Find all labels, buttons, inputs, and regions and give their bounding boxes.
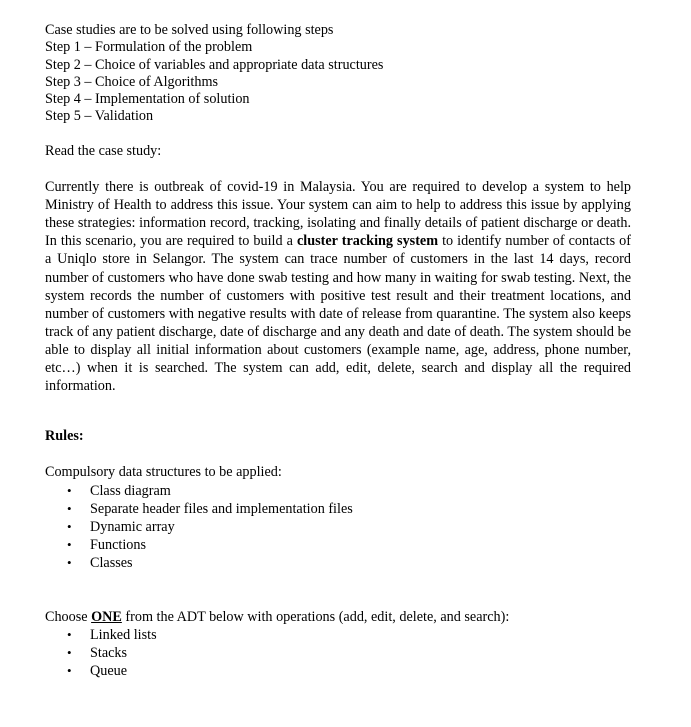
list-item-label: Functions [90, 537, 146, 554]
list-item-label: Separate header files and implementation files [90, 500, 353, 517]
list-item [45, 518, 631, 536]
list-item [45, 536, 631, 554]
document-page [45, 22, 631, 680]
list-item-label: Dynamic array [90, 518, 175, 535]
choose-before: Choose [45, 608, 92, 625]
case-highlight: cluster tracking system [297, 233, 439, 250]
list-item-label: Classes [90, 555, 133, 572]
list-item [45, 500, 631, 518]
step-5: Step 5 – Validation [45, 108, 154, 125]
step-2: Step 2 – Choice of variables and appropriate data structures [45, 56, 384, 73]
steps-block [45, 22, 631, 126]
compulsory-list [45, 482, 631, 573]
read-prompt: Read the case study: [45, 142, 162, 159]
steps-intro: Case studies are to be solved using following steps [45, 22, 334, 38]
bullet-icon: • [67, 555, 72, 571]
rules-heading: Rules: [45, 428, 84, 445]
case-text-part2: to identify number of contacts of a Uniqlo store in Selangor. The system can trace number of customers in the last 14 days, record number of customers who have done swab testing and how many in waiting for swab testing. Next, the system records the number of customers with positive test result and their treatment locations, and number of customers with negative results with date of release from quarantine. The system also keeps track of any patient discharge, date of discharge and any death and date of death. The system should be able to display all initial information about customers (example name, age, address, phone number, etc…) when it is searched. The system can add, edit, delete, search and display all the required information. [45, 233, 631, 395]
choose-instruction [45, 609, 631, 626]
bullet-icon: • [67, 482, 72, 498]
list-item-label: Class diagram [90, 482, 171, 499]
list-item-label: Stacks [90, 645, 128, 662]
case-study-paragraph [45, 178, 631, 395]
compulsory-intro: Compulsory data structures to be applied: [45, 464, 282, 481]
list-item [45, 482, 631, 500]
bullet-icon: • [67, 626, 72, 642]
list-item [45, 554, 631, 572]
bullet-icon: • [67, 537, 72, 553]
case-text-part1: Currently there is outbreak of covid-19 in Malaysia. You are required to develop a system to help Ministry of Health to address this issue. Your system can aim to help to address this issue by applying these strategies: information record, tracking, isolating and finally details of patient discharge or death. In this scenario, you are required to build a [45, 179, 631, 250]
choose-after: from the ADT below with operations (add, edit, delete, and search): [121, 608, 510, 625]
list-item [45, 644, 631, 662]
list-item-label: Queue [90, 663, 128, 680]
bullet-icon: • [67, 500, 72, 516]
adt-list [45, 626, 631, 681]
choose-emphasis: ONE [91, 608, 122, 625]
bullet-icon: • [67, 663, 72, 679]
list-item [45, 662, 631, 680]
bullet-icon: • [67, 518, 72, 534]
step-4: Step 4 – Implementation of solution [45, 91, 250, 108]
step-1: Step 1 – Formulation of the problem [45, 39, 253, 56]
list-item-label: Linked lists [90, 626, 157, 643]
step-3: Step 3 – Choice of Algorithms [45, 73, 218, 90]
bullet-icon: • [67, 645, 72, 661]
list-item [45, 626, 631, 644]
